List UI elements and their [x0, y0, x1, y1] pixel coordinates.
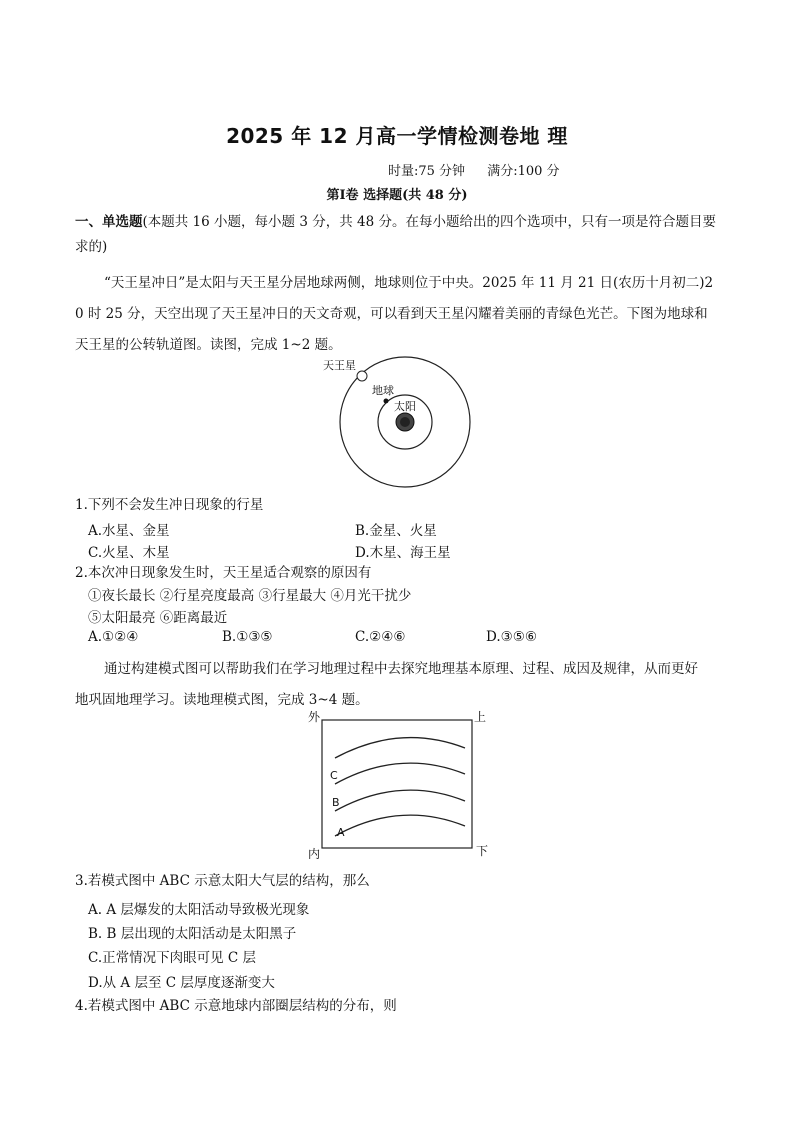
passage1-line2: 0 时 25 分，天空出现了天王星冲日的天文奇观，可以看到天王星闪耀着美丽的青绿色光芒。下图为地球和	[75, 306, 708, 322]
page-title: 2025 年 12 月高一学情检测卷地 理	[226, 124, 568, 148]
arc-top	[335, 738, 465, 758]
corner-bottom-left: 内	[308, 847, 321, 860]
model-diagram	[305, 708, 495, 860]
q2-option-c: C.②④⑥	[355, 629, 406, 645]
q2-items-line1: ①夜长最长 ②行星亮度最高 ③行星最大 ④月光干扰少	[88, 588, 412, 604]
q2-option-b: B.①③⑤	[222, 629, 273, 645]
q3-option-a: A. A 层爆发的太阳活动导致极光现象	[88, 902, 310, 918]
label-sun: 太阳	[394, 400, 416, 413]
instructions	[75, 210, 735, 234]
q3-stem: 3.若模式图中 ABC 示意太阳大气层的结构，那么	[75, 873, 370, 889]
passage1-line1: “天王星冲日”是太阳与天王星分居地球两侧，地球则位于中央。2025 年 11 月 21 日(农历十月初二)2	[104, 275, 714, 291]
q2-option-d: D.③⑤⑥	[486, 629, 537, 645]
q1-option-c: C.火星、木星	[88, 545, 170, 561]
earth-icon	[384, 399, 389, 404]
corner-top-left: 外	[308, 710, 321, 724]
passage2-line2: 地巩固地理学习。读地理模式图，完成 3~4 题。	[75, 692, 369, 708]
q4-stem: 4.若模式图中 ABC 示意地球内部圈层结构的分布，则	[75, 998, 397, 1014]
corner-bottom-right: 下	[476, 844, 489, 858]
corner-top-right: 上	[474, 710, 487, 724]
instructions-heading: 一、单选题	[75, 214, 143, 230]
uranus-icon	[357, 371, 367, 381]
q1-option-b: B.金星、火星	[355, 523, 437, 539]
exam-time: 时量:75 分钟	[388, 164, 466, 179]
instructions-text-cont: 求的)	[75, 239, 108, 255]
q1-option-d: D.木星、海王星	[355, 545, 451, 561]
label-c: C	[330, 769, 338, 782]
sun-core	[400, 417, 410, 427]
label-earth: 地球	[372, 384, 394, 397]
passage1-line3: 天王星的公转轨道图。读图，完成 1~2 题。	[75, 337, 342, 353]
q3-option-b: B. B 层出现的太阳活动是太阳黑子	[88, 926, 297, 942]
q3-option-c: C.正常情况下肉眼可见 C 层	[88, 950, 257, 966]
label-b: B	[332, 796, 340, 809]
exam-meta	[388, 160, 578, 179]
q3-option-d: D.从 A 层至 C 层厚度逐渐变大	[88, 975, 275, 991]
label-a: A	[337, 826, 345, 839]
q1-stem: 1.下列不会发生冲日现象的行星	[75, 497, 264, 513]
q2-stem: 2.本次冲日现象发生时，天王星适合观察的原因有	[75, 565, 372, 581]
q1-option-a: A.水星、金星	[88, 523, 170, 539]
section-title: 第Ⅰ卷 选择题(共 48 分)	[326, 188, 468, 203]
q2-items-line2: ⑤太阳最亮 ⑥距离最近	[88, 610, 228, 626]
exam-score: 满分:100 分	[487, 164, 560, 179]
label-uranus: 天王星	[323, 359, 356, 372]
instructions-text: (本题共 16 小题，每小题 3 分，共 48 分。在每小题给出的四个选项中，只有一项是符合题目要	[142, 214, 716, 230]
orbit-diagram	[320, 352, 480, 497]
q2-option-a: A.①②④	[88, 629, 139, 645]
arc-c	[335, 763, 465, 784]
arc-a	[335, 815, 465, 836]
passage2-line1: 通过构建模式图可以帮助我们在学习地理过程中去探究地理基本原理、过程、成因及规律，从而更好	[104, 661, 698, 677]
arc-b	[335, 790, 465, 811]
